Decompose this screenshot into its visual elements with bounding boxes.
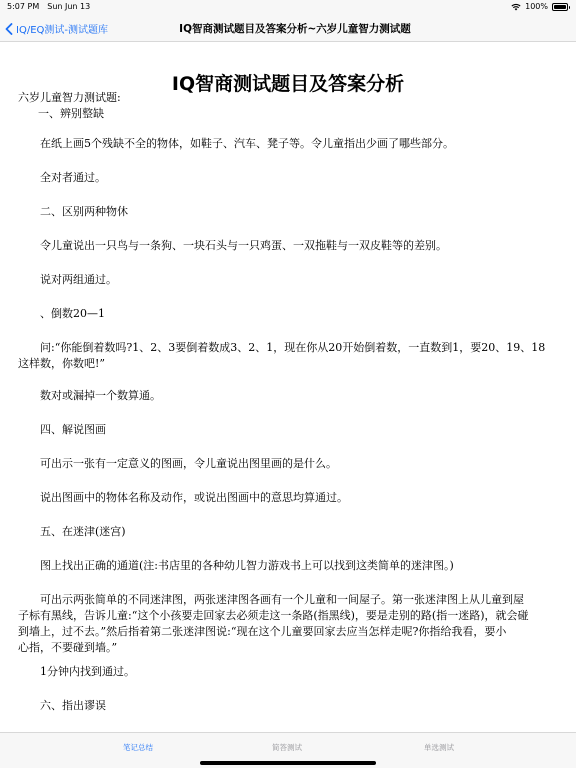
home-indicator[interactable]	[200, 761, 376, 765]
document-view[interactable]	[0, 43, 576, 732]
tab-short-answer-test[interactable]: 简答测试	[272, 743, 302, 752]
wifi-icon	[511, 3, 521, 11]
back-button[interactable]	[5, 21, 108, 36]
section-heading: 一、辨别整缺	[38, 107, 104, 120]
section-heading: 二、区别两种物休	[40, 205, 128, 218]
status-time: 5:07 PM	[7, 2, 40, 11]
chevron-left-icon	[5, 23, 13, 35]
tab-single-choice-test[interactable]: 单选测试	[424, 743, 454, 752]
paragraph: 六岁儿童智力测试题:	[18, 91, 121, 104]
paragraph-continued: 到墙上，过不去。”然后指着第二张迷津图说:“现在这个儿童要回家去应当怎样走呢?你指给我看，要小	[18, 625, 507, 638]
document-title: IQ智商测试题目及答案分析	[171, 73, 405, 95]
paragraph: 数对或漏掉一个数算通。	[40, 389, 161, 402]
paragraph-continued: 子标有黑线，告诉儿童:“这个小孩要走回家去必须走这一条路(指黑线)，要是走别的路(指一迷路)，就会碰	[18, 609, 529, 622]
paragraph: 可出示一张有一定意义的图画，令儿童说出图里画的是什么。	[40, 457, 337, 470]
paragraph: 令儿童说出一只鸟与一条狗、一块石头与一只鸡蛋、一双拖鞋与一双皮鞋等的差别。	[40, 239, 447, 252]
tab-notes-summary[interactable]: 笔记总结	[123, 743, 153, 752]
nav-title: IQ智商测试题目及答案分析~六岁儿童智力测试题	[179, 23, 411, 35]
paragraph: 可出示两张简单的不同迷津图，两张迷津图各画有一个儿童和一间屋子。第一张迷津图上从儿童到屋	[40, 593, 524, 606]
section-heading: 、倒数20—1	[40, 307, 105, 320]
paragraph-continued: 心指，不要碰到墙。”	[18, 641, 118, 654]
paragraph: 问:“你能倒着数吗?1、2、3要倒着数成3、2、1，现在你从20开始倒着数，一直数到1，要20、19、18	[40, 341, 546, 354]
back-button-label: IQ/EQ测试-测试题库	[16, 25, 108, 36]
battery-percent: 100%	[525, 2, 548, 11]
status-left	[7, 2, 90, 11]
status-date: Sun Jun 13	[47, 2, 91, 11]
paragraph-continued: 这样数，你数吧!”	[18, 357, 106, 370]
navigation-bar	[0, 14, 576, 42]
paragraph: 全对者通过。	[40, 171, 106, 184]
section-heading: 四、解说图画	[40, 423, 106, 436]
battery-fill	[554, 5, 566, 9]
status-right	[511, 2, 568, 11]
paragraph: 说出图画中的物体名称及动作，或说出图画中的意思均算通过。	[40, 491, 348, 504]
status-bar	[0, 0, 576, 14]
section-heading: 六、指出谬误	[40, 699, 106, 712]
paragraph: 1分钟内找到通过。	[40, 665, 135, 678]
section-heading: 五、在迷津(迷宫)	[40, 525, 126, 538]
paragraph: 在纸上画5个残缺不全的物体，如鞋子、汽车、凳子等。令儿童指出少画了哪些部分。	[40, 137, 454, 150]
battery-icon	[552, 3, 568, 11]
paragraph: 图上找出正确的通道(注:书店里的各种幼儿智力游戏书上可以找到这类简单的迷津图。)	[40, 559, 454, 572]
paragraph: 说对两组通过。	[40, 273, 117, 286]
